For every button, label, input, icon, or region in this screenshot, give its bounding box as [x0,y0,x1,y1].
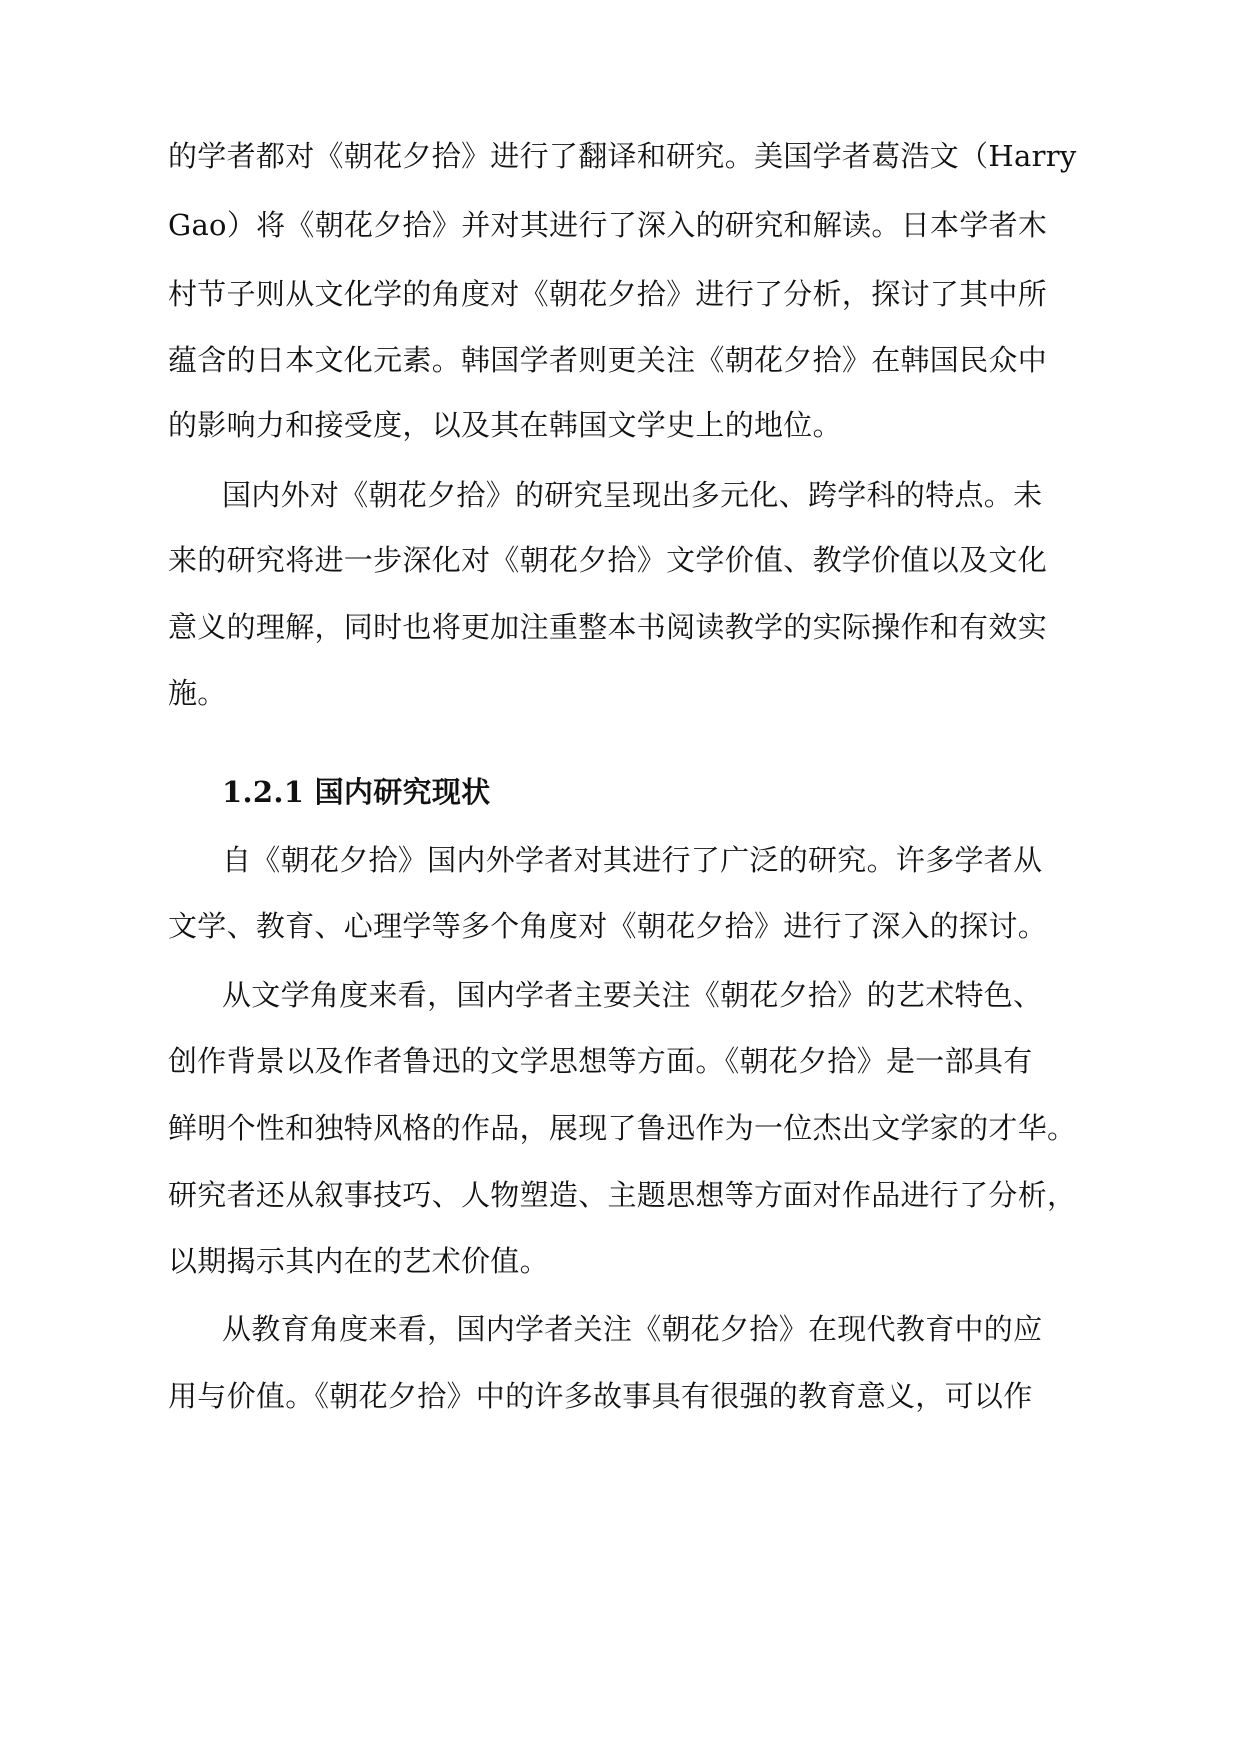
text-line: 用与价值。《朝花夕拾》中的许多故事具有很强的教育意义，可以作 [168,1379,1033,1413]
text-line: 国内外对《朝花夕拾》的研究呈现出多元化、跨学科的特点。未 [222,478,1043,512]
text-line: Gao）将《朝花夕拾》并对其进行了深入的研究和解读。日本学者木 [168,208,1048,242]
section-heading: 1.2.1 国内研究现状 [222,775,491,809]
text-line: 以期揭示其内在的艺术价值。 [168,1244,549,1278]
text-line: 的学者都对《朝花夕拾》进行了翻译和研究。美国学者葛浩文（Harry [168,139,1077,173]
text-line: 意义的理解，同时也将更加注重整本书阅读教学的实际操作和有效实 [168,610,1048,644]
text-line: 研究者还从叙事技巧、人物塑造、主题思想等方面对作品进行了分析， [168,1178,1077,1212]
text-line: 文学、教育、心理学等多个角度对《朝花夕拾》进行了深入的探讨。 [168,909,1048,943]
text-line: 施。 [168,676,227,710]
text-line: 鲜明个性和独特风格的作品，展现了鲁迅作为一位杰出文学家的才华。 [168,1111,1077,1145]
text-line: 村节子则从文化学的角度对《朝花夕拾》进行了分析，探讨了其中所 [168,277,1048,311]
text-line: 的影响力和接受度，以及其在韩国文学史上的地位。 [168,408,842,442]
text-line: 自《朝花夕拾》国内外学者对其进行了广泛的研究。许多学者从 [222,843,1043,877]
text-line: 从文学角度来看，国内学者主要关注《朝花夕拾》的艺术特色、 [222,978,1043,1012]
text-line: 从教育角度来看，国内学者关注《朝花夕拾》在现代教育中的应 [222,1312,1043,1346]
text-line: 蕴含的日本文化元素。韩国学者则更关注《朝花夕拾》在韩国民众中 [168,343,1048,377]
text-line: 创作背景以及作者鲁迅的文学思想等方面。《朝花夕拾》是一部具有 [168,1044,1033,1078]
text-line: 来的研究将进一步深化对《朝花夕拾》文学价值、教学价值以及文化 [168,543,1048,577]
